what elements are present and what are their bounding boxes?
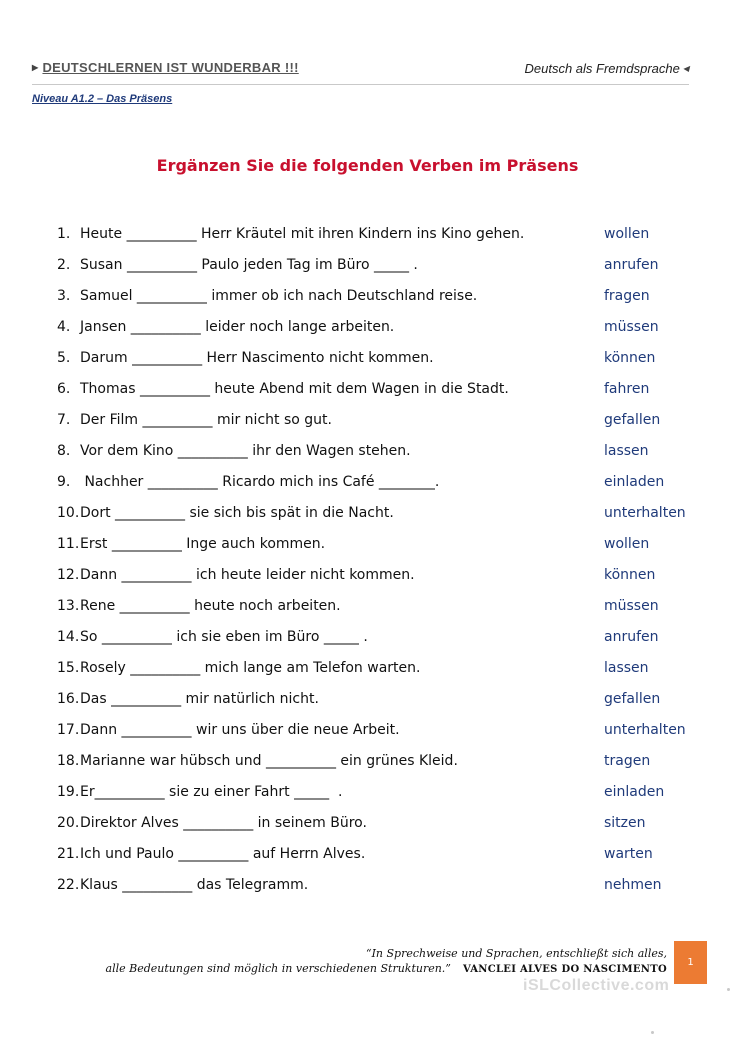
decorative-dot <box>727 988 730 991</box>
footer-quote <box>67 946 667 977</box>
exercise-number: 16. <box>57 691 80 707</box>
exercise-number: 3. <box>57 288 71 304</box>
exercise-row <box>57 443 697 474</box>
exercise-row <box>57 877 697 908</box>
exercise-verb: lassen <box>604 443 649 459</box>
exercise-sentence: Dann __________ wir uns über die neue Arbeit. <box>80 722 400 738</box>
quote-line-2: alle Bedeutungen sind möglich in verschiedenen Strukturen.” <box>105 962 451 975</box>
exercise-number: 9. <box>57 474 71 490</box>
exercise-verb: müssen <box>604 598 659 614</box>
level-subheader: Niveau A1.2 – Das Präsens <box>32 93 173 105</box>
exercise-verb: wollen <box>604 226 650 242</box>
exercise-number: 1. <box>57 226 71 242</box>
exercise-row <box>57 412 697 443</box>
exercise-row <box>57 660 697 691</box>
exercise-verb: anrufen <box>604 257 659 273</box>
header-right-label: Deutsch als Fremdsprache <box>524 61 680 76</box>
exercise-number: 15. <box>57 660 80 676</box>
exercise-number: 10. <box>57 505 80 521</box>
exercise-sentence: Rosely __________ mich lange am Telefon warten. <box>80 660 421 676</box>
exercise-sentence: Darum __________ Herr Nascimento nicht kommen. <box>80 350 434 366</box>
exercise-sentence: Vor dem Kino __________ ihr den Wagen stehen. <box>80 443 411 459</box>
exercise-verb: sitzen <box>604 815 646 831</box>
exercise-number: 14. <box>57 629 80 645</box>
exercise-number: 2. <box>57 257 71 273</box>
exercise-number: 17. <box>57 722 80 738</box>
exercise-verb: tragen <box>604 753 651 769</box>
exercise-row <box>57 474 697 505</box>
exercise-row <box>57 846 697 877</box>
exercise-sentence: Der Film __________ mir nicht so gut. <box>80 412 332 428</box>
exercise-verb: können <box>604 350 656 366</box>
exercise-verb: müssen <box>604 319 659 335</box>
exercise-row <box>57 722 697 753</box>
exercise-verb: können <box>604 567 656 583</box>
exercise-sentence: Ich und Paulo __________ auf Herrn Alves. <box>80 846 366 862</box>
exercise-sentence: Direktor Alves __________ in seinem Büro. <box>80 815 367 831</box>
header-left <box>32 60 299 75</box>
quote-line-1: “In Sprechweise und Sprachen, entschließt sich alles, <box>365 947 667 960</box>
quote-author: VANCLEI ALVES DO NASCIMENTO <box>462 964 667 975</box>
exercise-sentence: Marianne war hübsch und __________ ein grünes Kleid. <box>80 753 458 769</box>
exercise-number: 8. <box>57 443 71 459</box>
exercise-sentence: Samuel __________ immer ob ich nach Deutschland reise. <box>80 288 478 304</box>
exercise-verb: gefallen <box>604 691 661 707</box>
exercise-row <box>57 381 697 412</box>
exercise-number: 6. <box>57 381 71 397</box>
exercise-sentence: Dort __________ sie sich bis spät in die Nacht. <box>80 505 394 521</box>
exercise-sentence: Nachher __________ Ricardo mich ins Café ________. <box>80 474 440 490</box>
exercise-row <box>57 567 697 598</box>
exercise-sentence: Er__________ sie zu einer Fahrt _____ . <box>80 784 343 800</box>
exercise-sentence: Erst __________ Inge auch kommen. <box>80 536 326 552</box>
exercise-number: 18. <box>57 753 80 769</box>
exercise-sentence: Thomas __________ heute Abend mit dem Wagen in die Stadt. <box>80 381 509 397</box>
exercise-number: 4. <box>57 319 71 335</box>
exercise-row <box>57 505 697 536</box>
exercise-number: 11. <box>57 536 80 552</box>
exercise-verb: fragen <box>604 288 650 304</box>
exercise-row <box>57 753 697 784</box>
exercise-verb: unterhalten <box>604 505 686 521</box>
exercise-verb: unterhalten <box>604 722 686 738</box>
exercise-row <box>57 784 697 815</box>
exercise-sentence: So __________ ich sie eben im Büro _____ . <box>80 629 368 645</box>
exercise-number: 13. <box>57 598 80 614</box>
exercise-number: 20. <box>57 815 80 831</box>
exercise-sentence: Jansen __________ leider noch lange arbeiten. <box>80 319 395 335</box>
exercise-row <box>57 226 697 257</box>
exercise-row <box>57 257 697 288</box>
exercise-list <box>57 226 697 908</box>
page-header <box>32 58 689 85</box>
exercise-verb: nehmen <box>604 877 662 893</box>
exercise-number: 5. <box>57 350 71 366</box>
exercise-sentence: Dann __________ ich heute leider nicht kommen. <box>80 567 415 583</box>
exercise-verb: lassen <box>604 660 649 676</box>
exercise-row <box>57 350 697 381</box>
page-number-badge: 1 <box>674 941 707 984</box>
exercise-row <box>57 691 697 722</box>
exercise-number: 7. <box>57 412 71 428</box>
triangle-left-icon: ◀ <box>682 64 689 73</box>
exercise-sentence: Susan __________ Paulo jeden Tag im Büro _____ . <box>80 257 418 273</box>
exercise-number: 22. <box>57 877 80 893</box>
exercise-verb: fahren <box>604 381 650 397</box>
page-title: Ergänzen Sie die folgenden Verben im Präsens <box>156 156 579 175</box>
exercise-row <box>57 598 697 629</box>
exercise-row <box>57 319 697 350</box>
triangle-right-icon: ▶ <box>32 63 39 72</box>
decorative-dot <box>651 1031 654 1034</box>
exercise-verb: einladen <box>604 784 665 800</box>
exercise-verb: anrufen <box>604 629 659 645</box>
exercise-number: 21. <box>57 846 80 862</box>
exercise-sentence: Klaus __________ das Telegramm. <box>80 877 309 893</box>
exercise-verb: gefallen <box>604 412 661 428</box>
exercise-row <box>57 536 697 567</box>
exercise-number: 12. <box>57 567 80 583</box>
exercise-sentence: Rene __________ heute noch arbeiten. <box>80 598 341 614</box>
header-right <box>525 61 690 76</box>
exercise-number: 19. <box>57 784 80 800</box>
exercise-verb: einladen <box>604 474 665 490</box>
exercise-row <box>57 629 697 660</box>
exercise-verb: warten <box>604 846 653 862</box>
exercise-row <box>57 815 697 846</box>
exercise-verb: wollen <box>604 536 650 552</box>
exercise-sentence: Das __________ mir natürlich nicht. <box>80 691 319 707</box>
exercise-sentence: Heute __________ Herr Kräutel mit ihren Kindern ins Kino gehen. <box>80 226 525 242</box>
header-left-label[interactable]: DEUTSCHLERNEN IST WUNDERBAR !!! <box>42 60 299 75</box>
watermark: iSLCollective.com <box>523 977 670 994</box>
exercise-row <box>57 288 697 319</box>
